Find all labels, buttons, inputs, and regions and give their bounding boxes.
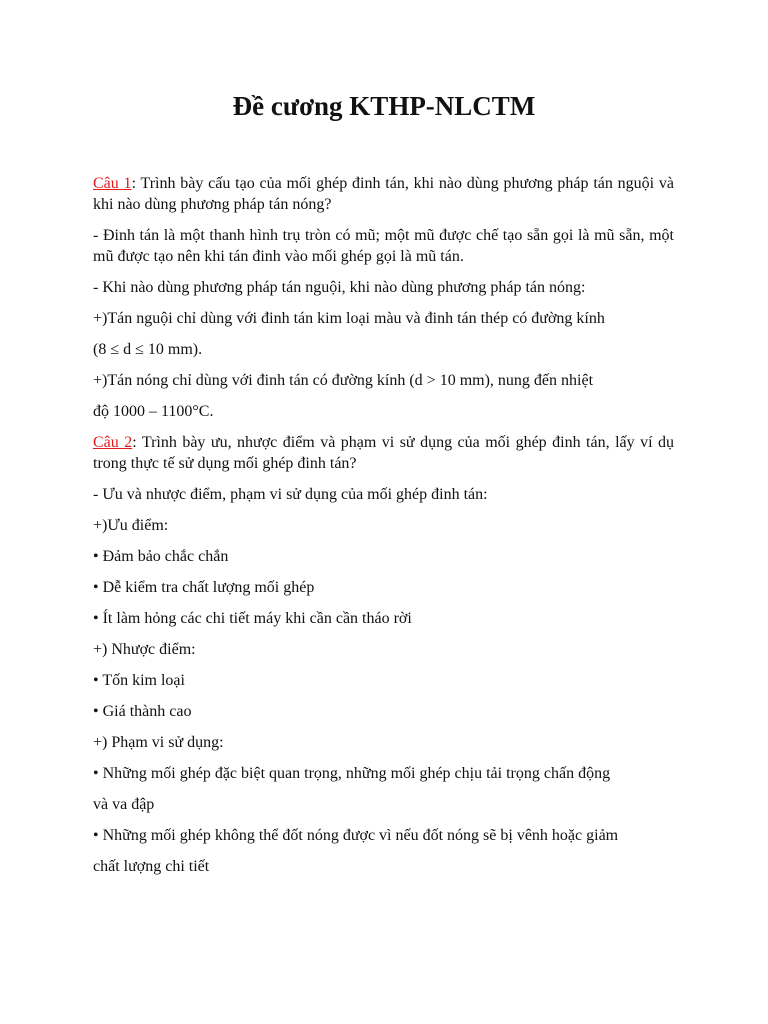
question-1-text: : Trình bày cấu tạo của mối ghép đinh tán, khi nào dùng phương pháp tán nguội và khi nào dùng phương pháp tán nóng? [93, 175, 674, 213]
answer-2-bullet-2: • Dễ kiểm tra chất lượng mối ghép [93, 579, 315, 596]
answer-1-paragraph-6: độ 1000 – 1100°C. [93, 403, 214, 420]
answer-2-paragraph-4: +) Phạm vi sử dụng: [93, 734, 224, 751]
document-title: Đề cương KTHP-NLCTM [232, 91, 536, 121]
answer-2-paragraph-1: - Ưu và nhược điểm, phạm vi sử dụng của mối ghép đinh tán: [93, 486, 488, 503]
answer-2-bullet-6: • Những mối ghép đặc biệt quan trọng, những mối ghép chịu tải trọng chấn động [93, 765, 611, 782]
answer-2-bullet-3: • Ít làm hỏng các chi tiết máy khi cần cần tháo rời [93, 610, 412, 627]
answer-2-bullet-6-continued: và va đập [93, 796, 155, 813]
answer-2-bullet-4: • Tốn kim loại [93, 672, 185, 689]
question-1 [93, 173, 674, 215]
answer-1-paragraph-3: +)Tán nguội chỉ dùng với đinh tán kim loại màu và đinh tán thép có đường kính [93, 310, 605, 327]
question-2 [93, 432, 674, 474]
answer-1-paragraph-5: +)Tán nóng chỉ dùng với đinh tán có đường kính (d > 10 mm), nung đến nhiệt [93, 372, 594, 389]
answer-2-bullet-7-continued: chất lượng chi tiết [93, 858, 210, 875]
question-2-text: : Trình bày ưu, nhược điểm và phạm vi sử dụng của mối ghép đinh tán, lấy ví dụ trong thực tế sử dụng mối ghép đinh tán? [93, 434, 674, 472]
answer-1-paragraph-2: - Khi nào dùng phương pháp tán nguội, khi nào dùng phương pháp tán nóng: [93, 279, 586, 296]
answer-2-paragraph-3: +) Nhược điểm: [93, 641, 196, 658]
answer-1-paragraph-1: - Đinh tán là một thanh hình trụ tròn có mũ; một mũ được chế tạo sẵn gọi là mũ sẵn, một mũ được tạo nên khi tán đinh vào mối ghép gọi là mũ tán. [93, 227, 674, 265]
answer-2-bullet-5: • Giá thành cao [93, 703, 192, 720]
answer-2-bullet-1: • Đảm bảo chắc chắn [93, 548, 229, 565]
document-body [93, 173, 674, 887]
question-1-label: Câu 1 [93, 175, 132, 192]
answer-2-bullet-7: • Những mối ghép không thể đốt nóng được vì nếu đốt nóng sẽ bị vênh hoặc giảm [93, 827, 619, 844]
answer-1-paragraph-4: (8 ≤ d ≤ 10 mm). [93, 341, 203, 358]
question-2-label: Câu 2 [93, 434, 133, 451]
answer-2-paragraph-2: +)Ưu điểm: [93, 517, 169, 534]
